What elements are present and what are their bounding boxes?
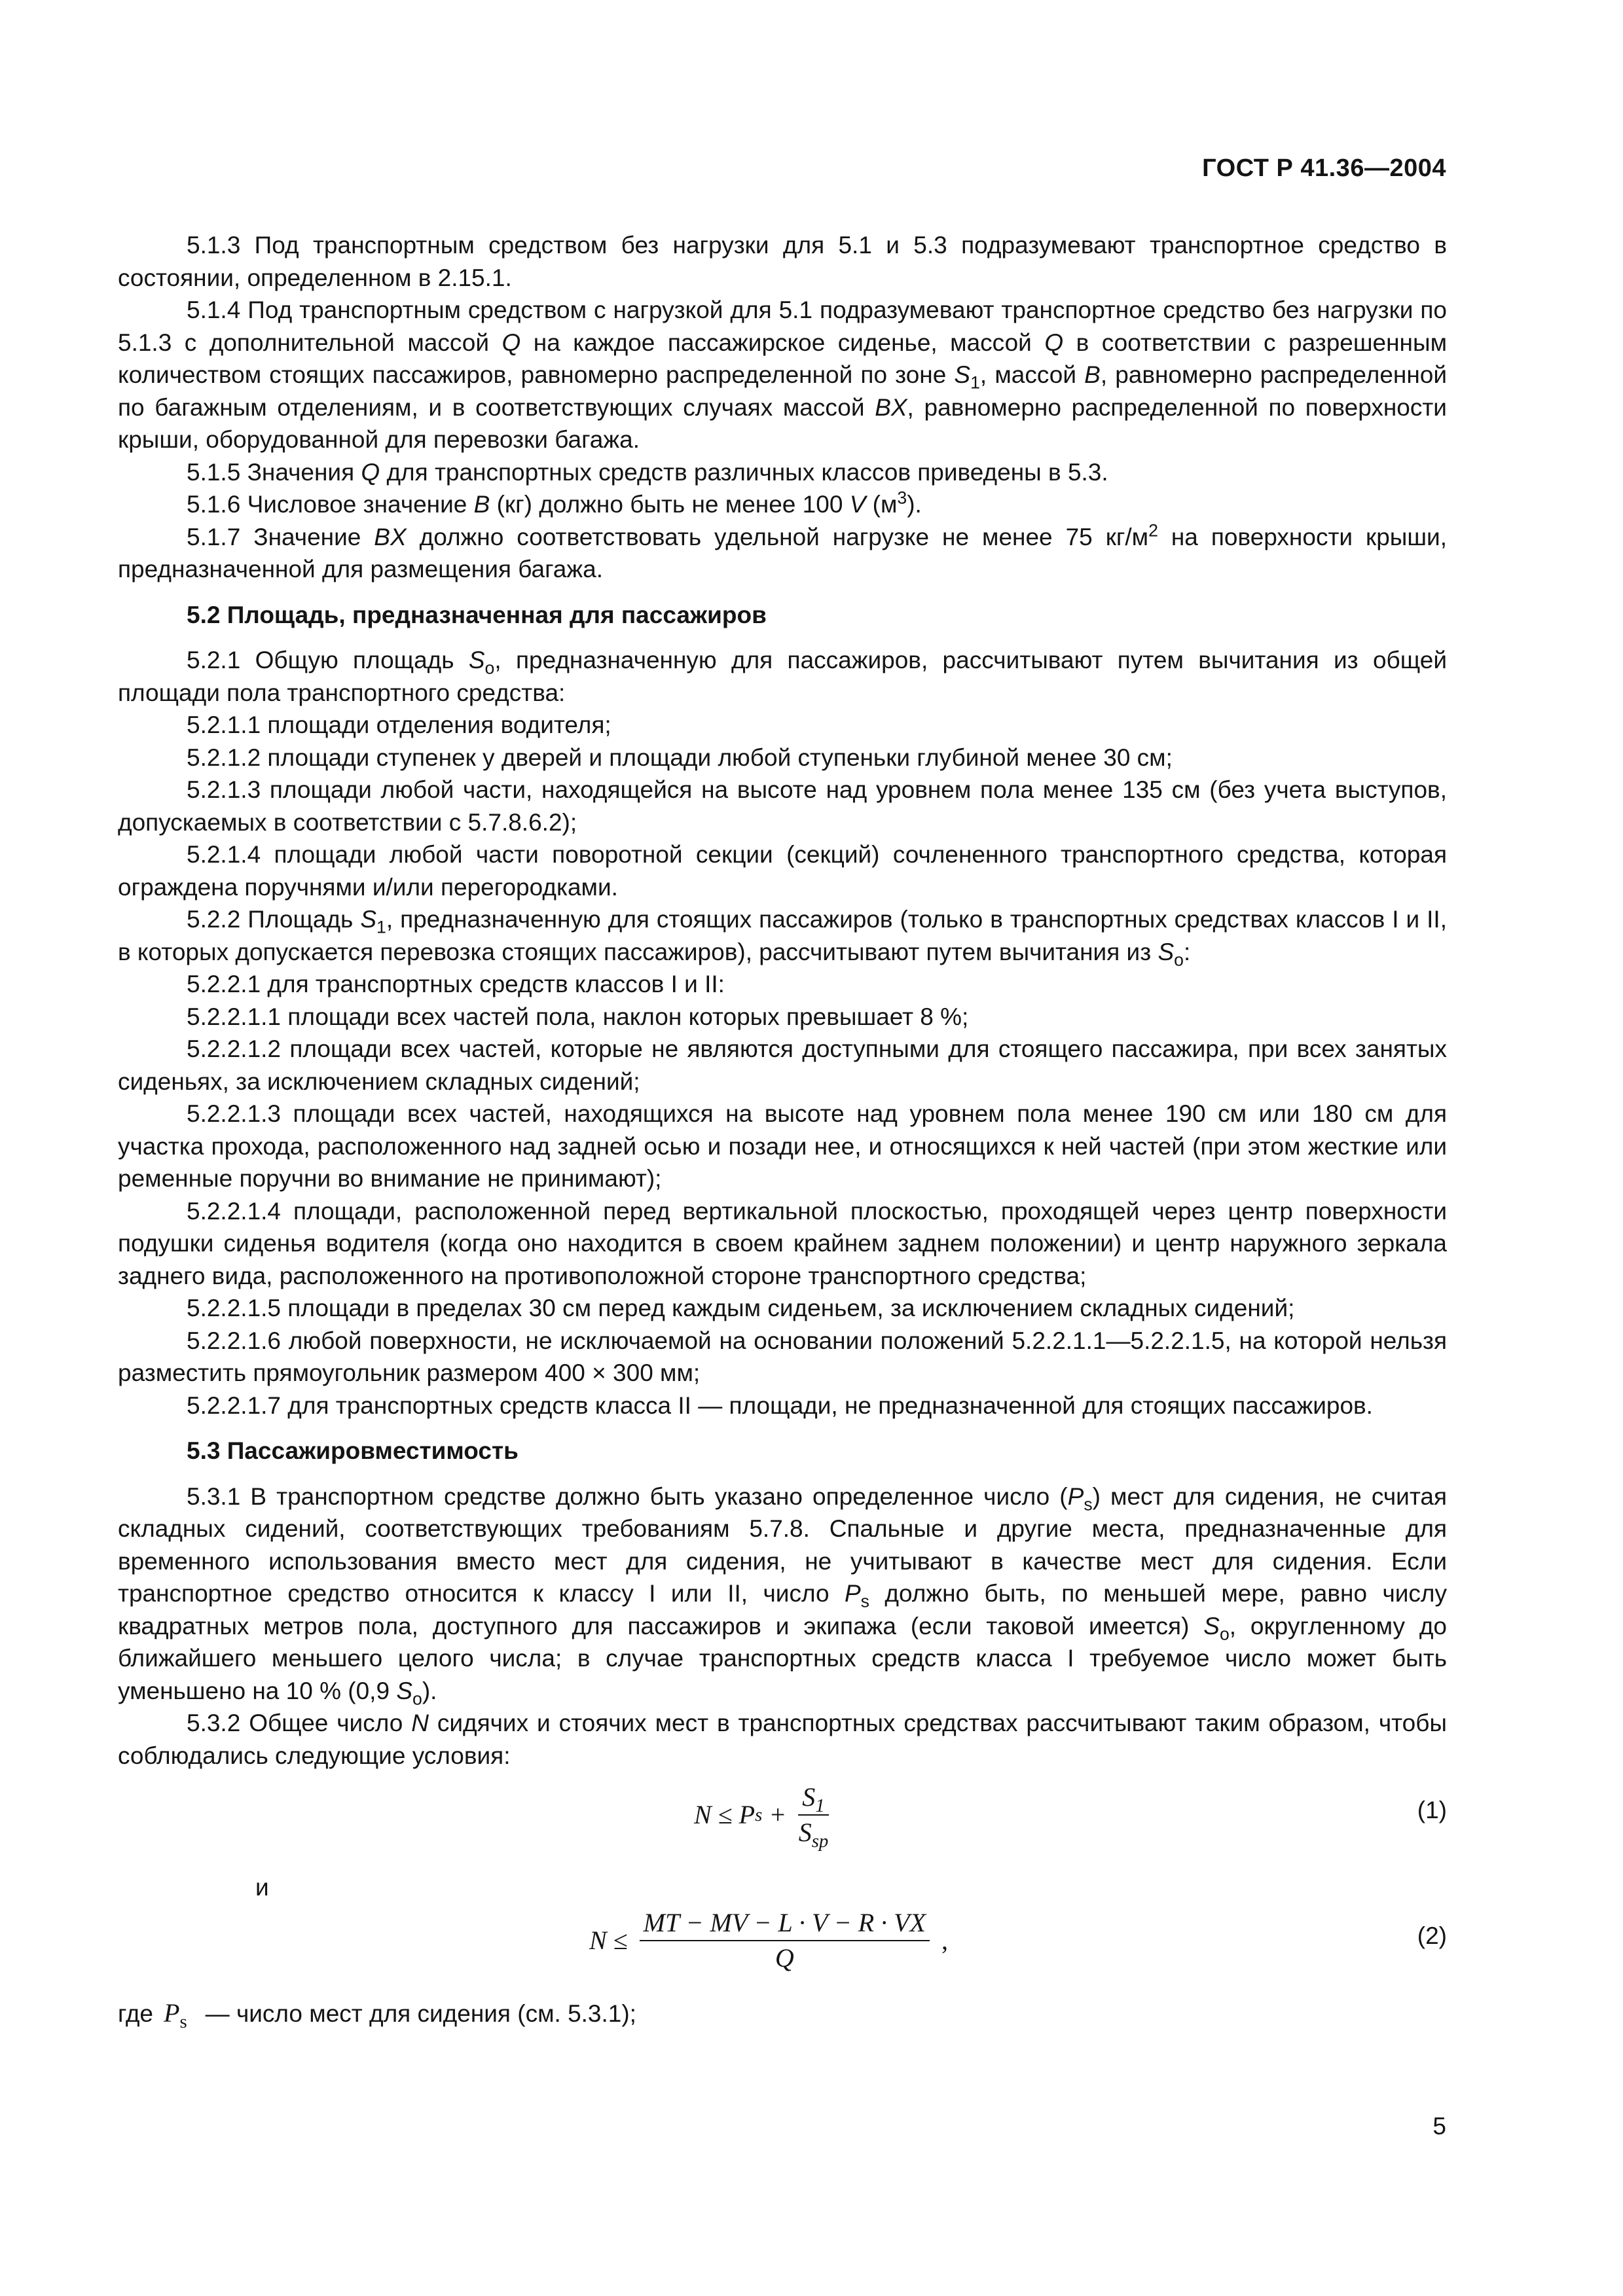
paragraph-text: , равномерно распределенной по багажным отделениям, и в соответствующих случаях массой (118, 361, 1448, 421)
subscript: o (1174, 949, 1184, 969)
paragraph-5-1-3 (118, 229, 1447, 294)
formula-lhs: N ≤ (589, 1926, 634, 1956)
paragraph-text: 5.3.1 В транспортном средстве должно быть указано определенное число ( (187, 1482, 1068, 1510)
symbol-s: S (954, 361, 971, 388)
paragraph-text: 5.1.5 Значения (187, 458, 361, 486)
paragraph-text: 5.1.7 Значение (187, 523, 374, 550)
symbol-s: S (1158, 938, 1175, 965)
symbol-b: B (1084, 361, 1101, 388)
symbol-q: Q (1044, 329, 1064, 356)
paragraph-text: ) мест для сидения, не считая складных сидений, соответствующих требованиям 5.7.8. Спальные и другие места, предназначенные для временного использования вместо мест для сидения, не учитывают в качестве мест для сидения. Если транспортное средство относится к классу I или II, число (118, 1482, 1447, 1607)
paragraph-text: , равномерно распределенной по поверхности крыши, оборудованной для перевозки багажа. (118, 393, 1447, 453)
page-number: 5 (1432, 2113, 1446, 2140)
paragraph-text: ). (422, 1677, 437, 1704)
symbol-v: V (849, 491, 866, 518)
paragraph-5-2-2-1-3: 5.2.2.1.3 площади всех частей, находящихся на высоте над уровнем пола менее 190 см или 180 см для участка прохода, расположенного над задней осью и позади нее, и относящихся к ней частей (при этом жесткие или ременные поручни во внимание не принимают); (118, 1100, 1447, 1192)
fraction-denominator (798, 1816, 829, 1852)
paragraph-text: : (1183, 938, 1191, 965)
formula-2-block (118, 1908, 1447, 2013)
paragraph-5-1-6 (118, 488, 1447, 521)
equation-number-1: (1) (1417, 1797, 1447, 1823)
symbol-s: S (468, 647, 485, 673)
subscript: o (1219, 1623, 1230, 1643)
superscript: 3 (897, 488, 907, 508)
paragraph-5-2-2-1-5: 5.2.2.1.5 площади в пределах 30 см перед каждым сиденьем, за исключением складных сидений; (187, 1295, 1295, 1321)
formula-1: N ≤ P s + $\frac{S_1}{S_{sp}}$ (694, 1782, 829, 1852)
paragraph-5-2-1-1: 5.2.1.1 площади отделения водителя; (187, 711, 611, 738)
formula-operator: + (762, 1800, 793, 1830)
paragraph-5-1-4 (118, 294, 1447, 456)
paragraph-text: , предназначенную для стоящих пассажиров (только в транспортных средствах классов I и II, в которых допускается перевозка стоящих пассажиров), рассчитывают путем вычитания из (118, 906, 1447, 965)
paragraph-text: 5.3.2 Общее число (187, 1710, 412, 1736)
paragraph-text: , округленному до ближайшего меньшего целого числа; в случае транспортных средств класса I требуемое число может быть уменьшено на 10 % (0,9 (118, 1612, 1447, 1704)
paragraph-text: ). (907, 491, 922, 518)
paragraph-5-3-2 (118, 1707, 1447, 1772)
superscript: 2 (1148, 520, 1158, 541)
paragraph-text: в соответствии с разрешенным количеством стоящих пассажиров, равномерно распределенной по зоне (118, 329, 1448, 388)
paragraph-5-2-2 (118, 903, 1447, 968)
paragraph-5-3-1 (118, 1480, 1447, 1708)
symbol-b: B (473, 491, 490, 518)
formula-symbol: S (802, 1782, 816, 1812)
paragraph-text: , массой (979, 361, 1085, 388)
section-heading-5-2: 5.2 Площадь, предназначенная для пассажиров (187, 601, 767, 628)
subscript: 1 (970, 372, 980, 393)
equation-number-2: (2) (1417, 1922, 1447, 1949)
subscript: o (484, 658, 495, 678)
formula-comma: , (935, 1926, 949, 1956)
subscript: s (860, 1591, 869, 1611)
symbol-s: S (360, 906, 376, 933)
paragraph-5-1-5 (118, 456, 1447, 489)
paragraph-text: для транспортных средств различных классов приведены в 5.3. (380, 458, 1108, 486)
paragraph-text: должно соответствовать удельной нагрузке не менее 75 кг/м (406, 523, 1149, 550)
formula-symbol: P (164, 1998, 180, 2028)
paragraph-5-1-7 (118, 521, 1447, 586)
subscript: o (412, 1688, 422, 1708)
fraction (640, 1907, 930, 1974)
fraction-numerator (798, 1782, 828, 1816)
paragraph-5-2-2-1-7: 5.2.2.1.7 для транспортных средств класса II — площади, не предназначенной для стоящих пассажиров. (187, 1391, 1373, 1419)
formula-symbol: S (798, 1818, 812, 1847)
formula-2 (589, 1901, 948, 1980)
fraction (798, 1782, 829, 1852)
subscript: sp (811, 1831, 829, 1852)
symbol-s: S (396, 1677, 412, 1704)
document-code-header: ГОСТ Р 41.36—2004 (1202, 154, 1446, 182)
subscript: s (1084, 1494, 1093, 1514)
symbol-n: N (411, 1710, 429, 1736)
symbol-q: Q (361, 458, 380, 486)
paragraph-text: (кг) должно быть не менее 100 (490, 491, 850, 518)
paragraph-text: (м (866, 491, 898, 518)
paragraph-text: 5.1.6 Числовое значение (187, 491, 474, 518)
paragraph-text: 5.2.2 Площадь (187, 906, 361, 933)
fraction-numerator: MT − MV − L · V − R · VX (640, 1907, 930, 1941)
symbol-s: S (1203, 1612, 1220, 1640)
paragraph-text: 5.2.1 Общую площадь (187, 647, 469, 673)
symbol-p: P (1067, 1482, 1084, 1510)
paragraph-5-2-2-1-6: 5.2.2.1.6 любой поверхности, не исключаемой на основании положений 5.2.2.1.1—5.2.2.1.5, на которой нельзя разместить прямоугольник размером 400 × 300 мм; (118, 1327, 1447, 1386)
paragraph-text: на каждое пассажирское сиденье, массой (520, 329, 1045, 356)
document-body (118, 229, 1447, 2030)
paragraph-text: 5.1.4 Под транспортным средством с нагрузкой для 5.1 подразумевают транспортное средство без нагрузки по 5.1.3 с дополнительной массой (118, 296, 1447, 356)
paragraph-5-2-1-3: 5.2.1.3 площади любой части, находящейся на высоте над уровнем пола менее 135 см (без учета выступов, допускаемых в соответствии с 5.7.8.6.2); (118, 776, 1447, 836)
subscript: 1 (815, 1795, 825, 1816)
paragraph-text: , предназначенную для пассажиров, рассчитывают путем вычитания из общей площади пола транспортного средства: (118, 647, 1447, 706)
fraction-denominator: Q (775, 1943, 794, 1973)
paragraph-5-2-2-1-2: 5.2.2.1.2 площади всех частей, которые не являются доступными для стоящего пассажира, при всех занятых сиденьях, за исключением складных сидений; (118, 1035, 1447, 1095)
paragraph-5-2-1-2: 5.2.1.2 площади ступенек у дверей и площади любой ступеньки глубиной менее 30 см; (187, 744, 1173, 771)
paragraph-text: на поверхности крыши, предназначенной для размещения багажа. (118, 523, 1448, 583)
subscript: s (179, 2011, 187, 2032)
paragraph-5-2-1-4: 5.2.1.4 площади любой части поворотной секции (секций) сочлененного транспортного средства, которая ограждена поручнями и/или перегородками. (118, 841, 1447, 901)
paragraph-text: и (255, 1874, 269, 1901)
where-text: — число мест для сидения (см. 5.3.1); (205, 2000, 636, 2027)
paragraph-text: сидячих и стоячих мест в транспортных средствах рассчитывают таким образом, чтобы соблюдались следующие условия: (118, 1710, 1448, 1769)
paragraph-5-2-1 (118, 644, 1447, 709)
section-heading-5-3: 5.3 Пассажировместимость (187, 1437, 519, 1464)
paragraph-5-2-2-1: 5.2.2.1 для транспортных средств классов I и II: (187, 971, 725, 997)
formula-lhs: N ≤ P (694, 1800, 756, 1830)
subscript: 1 (376, 917, 386, 937)
formula-1-block (118, 1776, 1447, 1867)
paragraph-text: должно быть, по меньшей мере, равно числу квадратных метров пола, доступного для пассажиров и экипажа (если таковой имеется) (118, 1580, 1447, 1640)
where-label: где (118, 2000, 154, 2027)
symbol-bx: BX (875, 393, 907, 421)
paragraph-5-2-2-1-1: 5.2.2.1.1 площади всех частей пола, наклон которых превышает 8 %; (187, 1003, 969, 1030)
symbol-p: P (844, 1580, 861, 1607)
symbol-q: Q (501, 329, 521, 356)
paragraph-text: 5.1.3 Под транспортным средством без нагрузки для 5.1 и 5.3 подразумевают транспортное средство в состоянии, определенном в 2.15.1. (118, 232, 1447, 291)
symbol-bx: BX (374, 523, 407, 550)
paragraph-5-2-2-1-4: 5.2.2.1.4 площади, расположенной перед вертикальной плоскостью, проходящей через центр поверхности подушки сиденья водителя (когда оно находится в своем крайнем заднем положении) и центр наружного зеркала заднего вида, расположенного на противоположной стороне транспортного средства; (118, 1197, 1447, 1289)
